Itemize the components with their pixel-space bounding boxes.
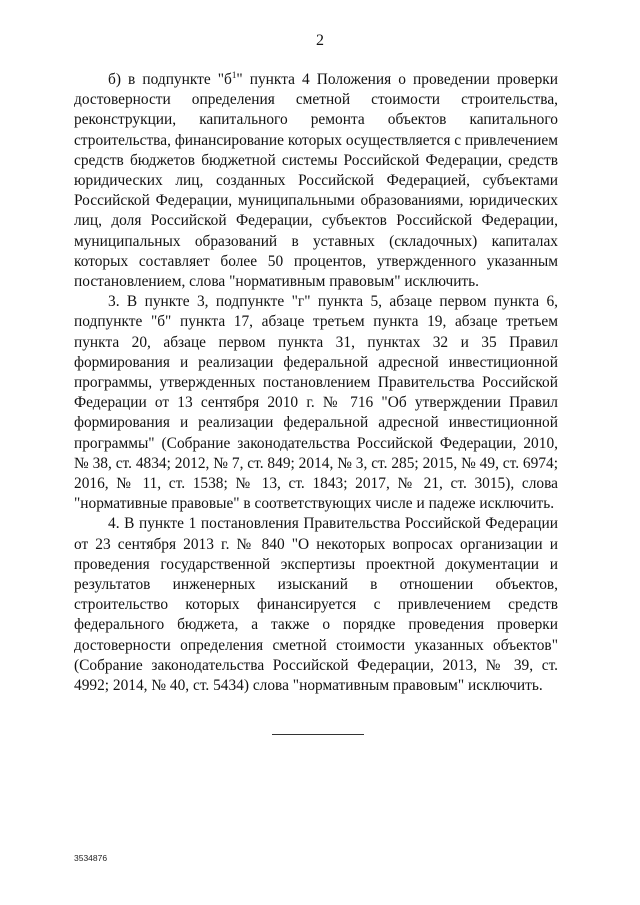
paragraph-b: [74, 70, 558, 292]
superscript-index: 1: [231, 70, 237, 80]
closing-divider: [272, 734, 364, 735]
paragraph-b-rest: " пункта 4 Положения о проведении проверки достоверности определения сметной стоимости строительства, реконструкции, капитального ремонта объектов капитального строительства, финансирование которых осуществляется с привлечением средств бюджетов бюджетной системы Российской Федерации, средств юридических лиц, созданных Российской Федерацией, субъектами Российской Федерации, муниципальными образованиями, юридических лиц, доля Российской Федерации, субъектов Российской Федерации, муниципальных образований в уставных (складочных) капиталах которых составляет более 50 процентов, утвержденного указанным постановлением, слова "нормативным правовым" исключить.: [74, 71, 558, 291]
page-number: 2: [316, 32, 324, 49]
document-body: [74, 70, 558, 696]
paragraph-4: 4. В пункте 1 постановления Правительства Российской Федерации от 23 сентября 2013 г. № 840 "О некоторых вопросах организации и проведения государственной экспертизы проектной документации и результатов инженерных изысканий в отношении объектов, строительство которых финансируется с привлечением средств федерального бюджета, а также о порядке проведения проверки достоверности определения сметной стоимости указанных объектов" (Собрание законодательства Российской Федерации, 2013, № 39, ст. 4992; 2014, № 40, ст. 5434) слова "нормативным правовым" исключить.: [74, 515, 558, 695]
document-code: 3534876: [74, 853, 108, 863]
paragraph-3: 3. В пункте 3, подпункте "г" пункта 5, абзаце первом пункта 6, подпункте "б" пункта 17, абзаце третьем пункта 19, абзаце третьем пункта 20, абзаце первом пункта 31, пунктах 32 и 35 Правил формирования и реализации федеральной адресной инвестиционной программы, утвержденных постановлением Правительства Российской Федерации от 13 сентября 2010 г. № 716 "Об утверждении Правил формирования и реализации федеральной адресной инвестиционной программы" (Собрание законодательства Российской Федерации, 2010, № 38, ст. 4834; 2012, № 7, ст. 849; 2014, № 3, ст. 285; 2015, № 49, ст. 6974; 2016, № 11, ст. 1538; № 13, ст. 1843; 2017, № 21, ст. 3015), слова "нормативные правовые" в соответствующих числе и падеже исключить.: [74, 293, 558, 513]
paragraph-b-lead: б) в подпункте "б: [108, 71, 232, 88]
